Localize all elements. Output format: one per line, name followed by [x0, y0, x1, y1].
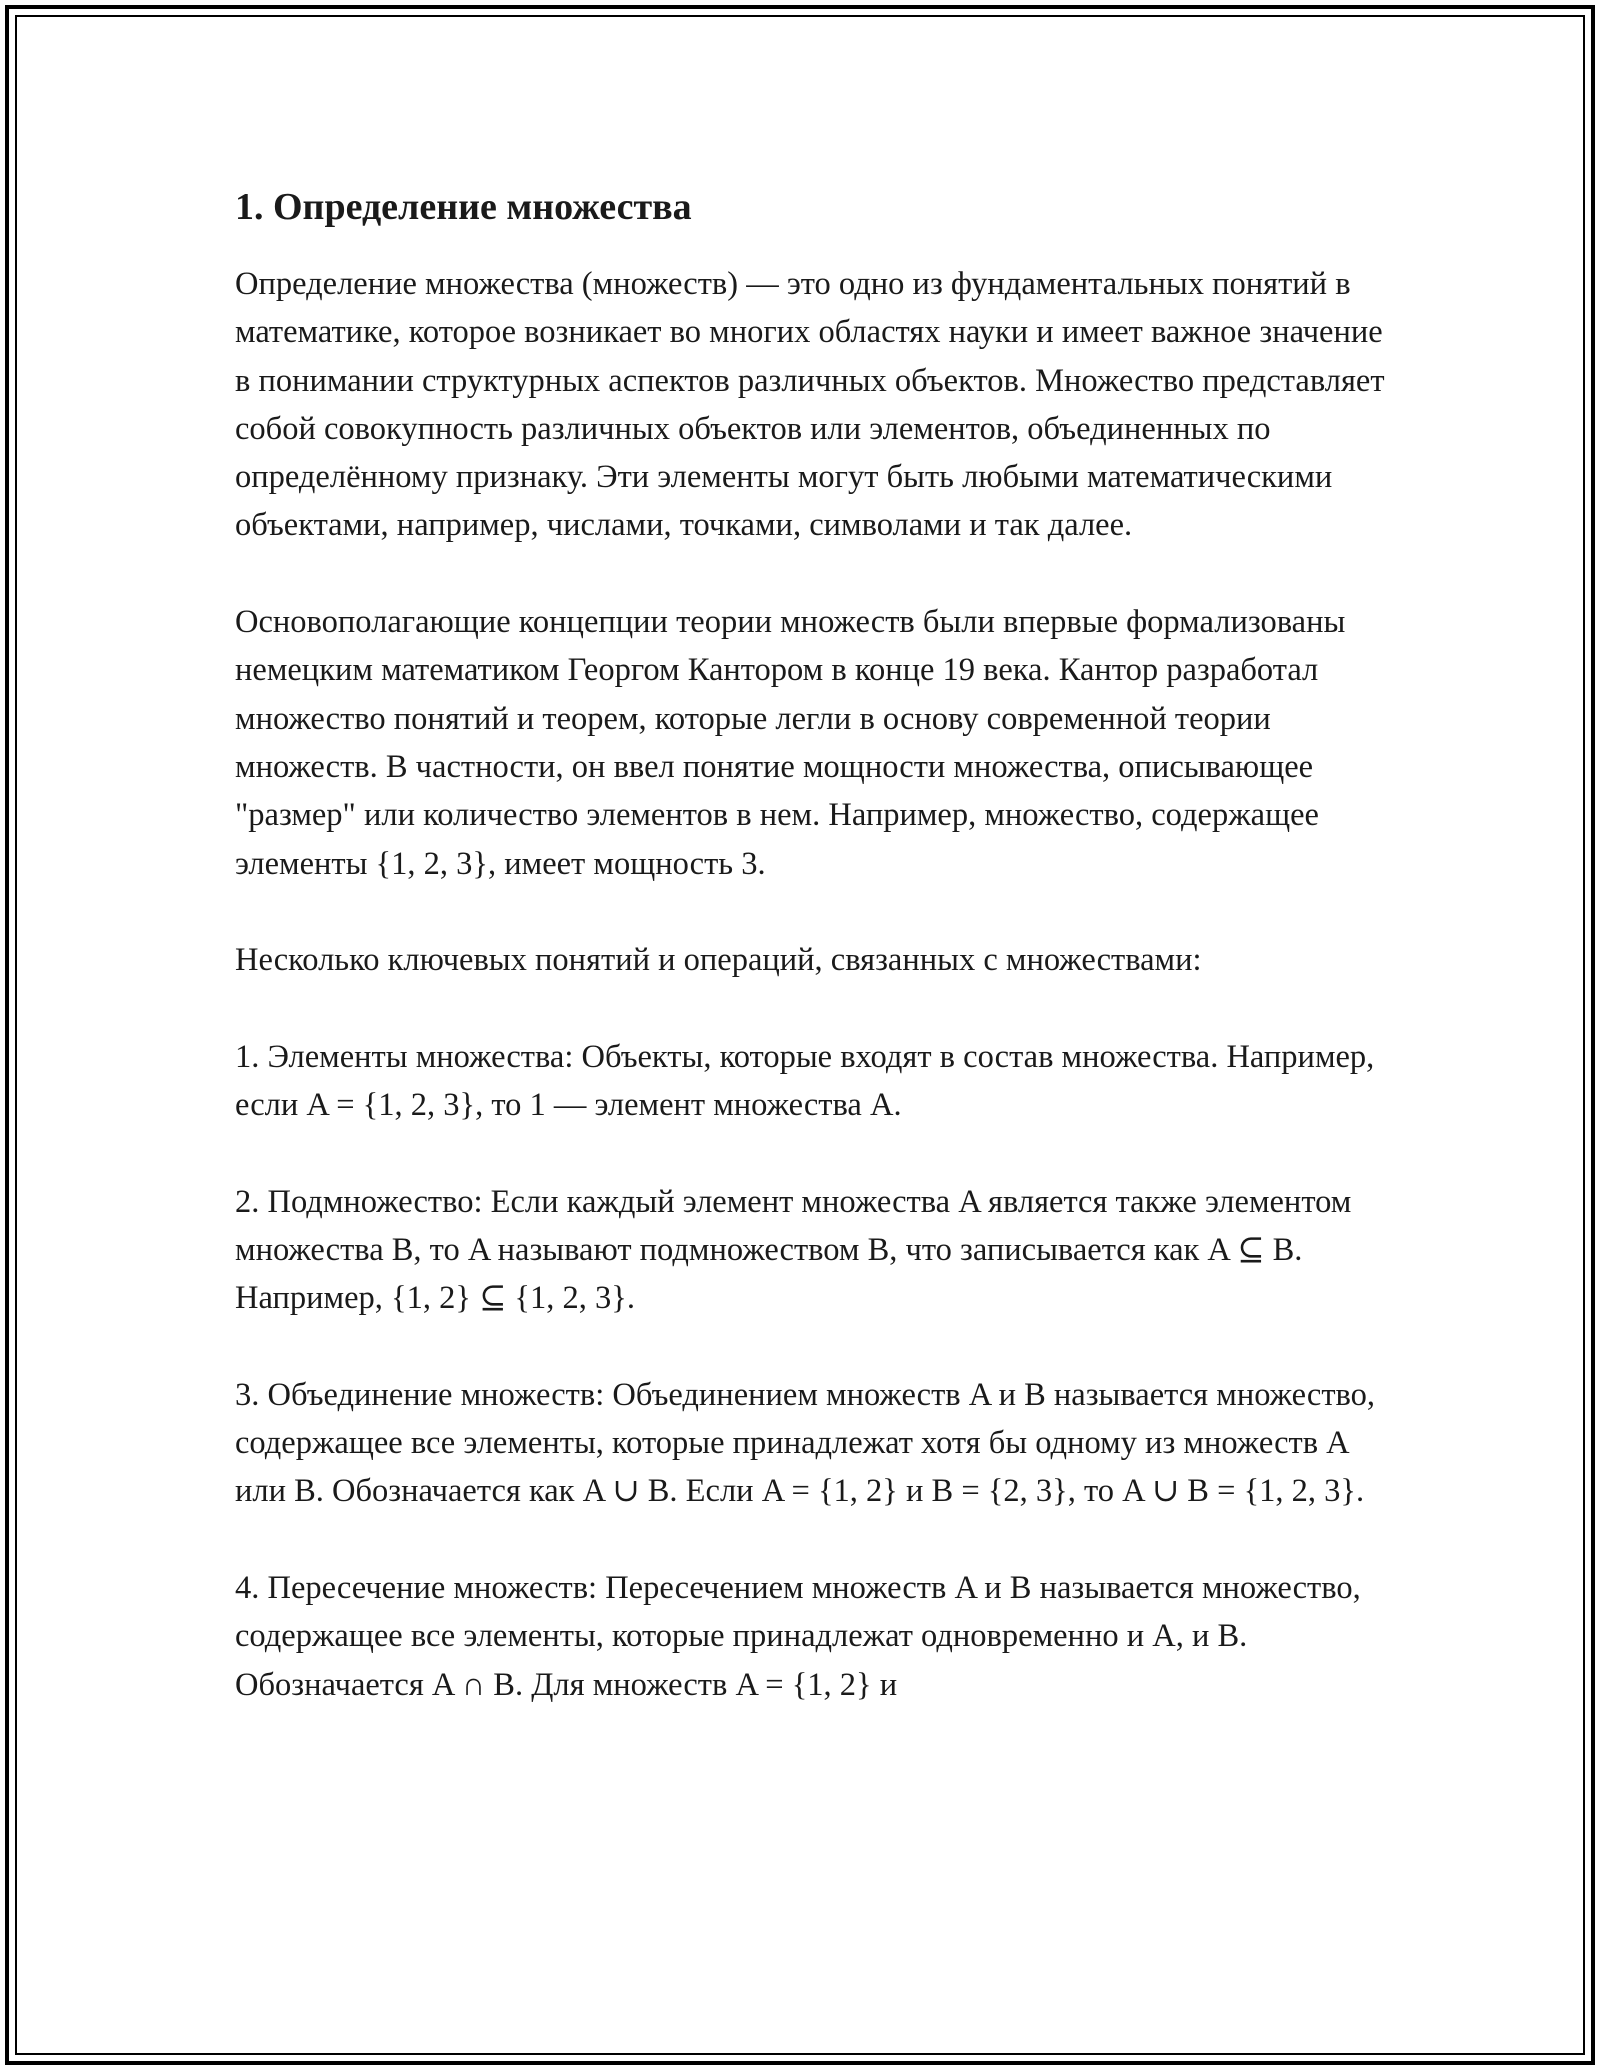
paragraph-cantor: Основополагающие концепции теории множеств были впервые формализованы немецким математиком Георгом Кантором в конце 19 века. Кантор разработал множество понятий и теорем, которые легли в основу современной теории множеств. В частности, он ввел понятие мощности множества, описывающее "размер" или количество элементов в нем. Например, множество, содержащее элементы {1, 2, 3}, имеет мощность 3.: [235, 604, 1346, 882]
section-heading: 1. Определение множества: [235, 186, 692, 228]
paragraph-definition: Определение множества (множеств) — это одно из фундаментальных понятий в математике, которое возникает во многих областях науки и имеет важное значение в понимании структурных аспектов различных объектов. Множество представляет собой совокупность различных объектов или элементов, объединенных по определённому признаку. Эти элементы могут быть любыми математическими объектами, например, числами, точками, символами и так далее.: [235, 266, 1385, 544]
list-item-intersection: 4. Пересечение множеств: Пересечением множеств A и B называется множество, содержащее все элементы, которые принадлежат одновременно и A, и B. Обозначается A ∩ B. Для множеств A = {1, 2} и: [235, 1570, 1361, 1703]
document-body: [235, 184, 1395, 1757]
list-item-elements: 1. Элементы множества: Объекты, которые входят в состав множества. Например, если A = {1, 2, 3}, то 1 — элемент множества A.: [235, 1038, 1375, 1124]
list-item-subset: 2. Подмножество: Если каждый элемент множества A является также элементом множества B, то A называют подмножеством B, что записывается как A ⊆ B. Например, {1, 2} ⊆ {1, 2, 3}.: [235, 1183, 1352, 1317]
list-item-union: 3. Объединение множеств: Объединением множеств A и B называется множество, содержащее все элементы, которые принадлежат хотя бы одному из множеств A или B. Обозначается как A ∪ B. Если A = {1, 2} и B = {2, 3}, то A ∪ B = {1, 2, 3}.: [235, 1376, 1376, 1510]
paragraph-key-concepts-intro: Несколько ключевых понятий и операций, связанных с множествами:: [235, 942, 1202, 979]
